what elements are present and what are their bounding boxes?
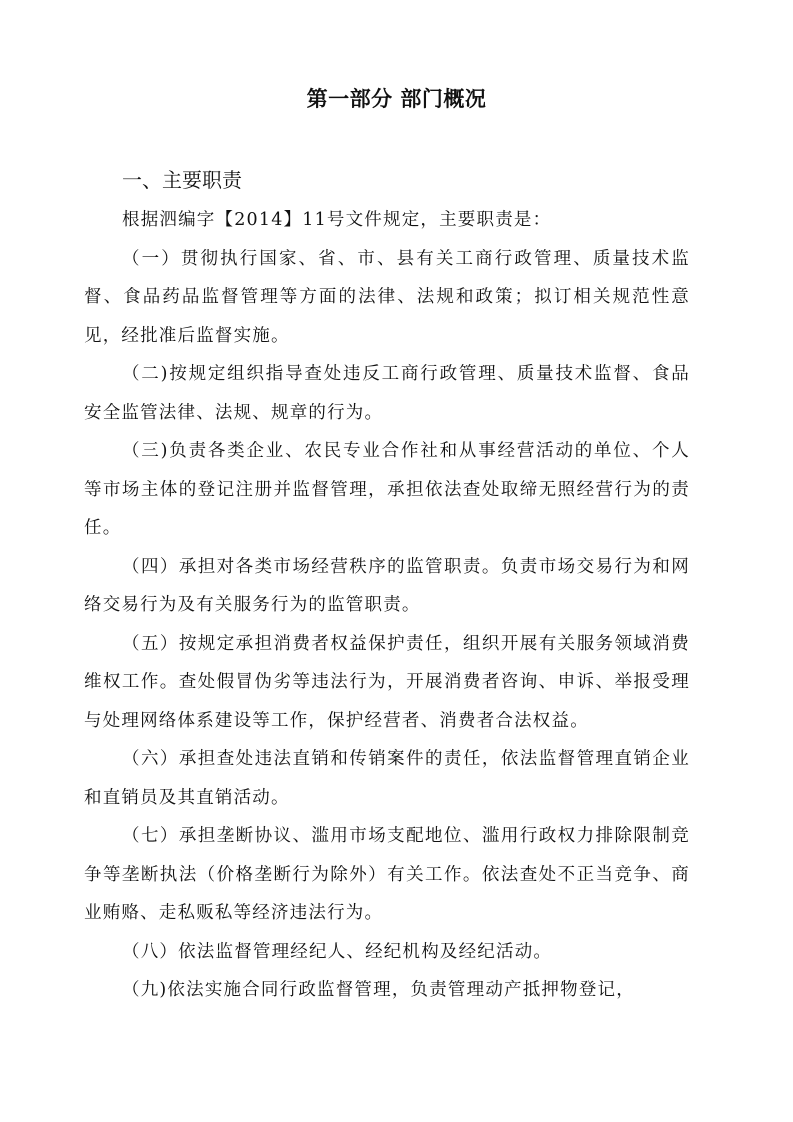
duty-paragraph-6: （六）承担查处违法直销和传销案件的责任，依法监督管理直销企业和直销员及其直销活动。 <box>84 749 690 808</box>
section-heading: 一、主要职责 <box>122 168 242 192</box>
duty-paragraph-2: （二)按规定组织指导查处违反工商行政管理、质量技术监督、食品安全监管法律、法规、规章的行为。 <box>84 364 690 423</box>
part-title: 第一部分 部门概况 <box>306 87 487 111</box>
duty-paragraph-7: （七）承担垄断协议、滥用市场支配地位、滥用行政权力排除限制竞争等垄断执法（价格垄断行为除外）有关工作。依法查处不正当竞争、商业贿赂、走私贩私等经济违法行为。 <box>84 826 690 923</box>
duty-paragraph-4: （四）承担对各类市场经营秩序的监管职责。负责市场交易行为和网络交易行为及有关服务行为的监管职责。 <box>84 556 690 615</box>
duty-paragraph-9: （九)依法实施合同行政监督管理，负责管理动产抵押物登记， <box>122 980 635 1000</box>
intro-paragraph: 根据泗编字【2014】11号文件规定，主要职责是： <box>122 210 552 230</box>
body-text <box>84 201 690 1010</box>
duty-paragraph-3: （三)负责各类企业、农民专业合作社和从事经营活动的单位、个人等市场主体的登记注册并监督管理，承担依法查处取缔无照经营行为的责任。 <box>84 441 690 538</box>
duty-paragraph-8: （八）依法监督管理经纪人、经纪机构及经纪活动。 <box>122 941 553 962</box>
duty-paragraph-5: （五）按规定承担消费者权益保护责任，组织开展有关服务领域消费维权工作。查处假冒伪劣等违法行为，开展消费者咨询、申诉、举报受理与处理网络体系建设等工作，保护经营者、消费者合法权益。 <box>84 633 690 731</box>
duty-paragraph-1: （一）贯彻执行国家、省、市、县有关工商行政管理、质量技术监督、食品药品监督管理等方面的法律、法规和政策；拟订相关规范性意见，经批准后监督实施。 <box>84 248 690 346</box>
